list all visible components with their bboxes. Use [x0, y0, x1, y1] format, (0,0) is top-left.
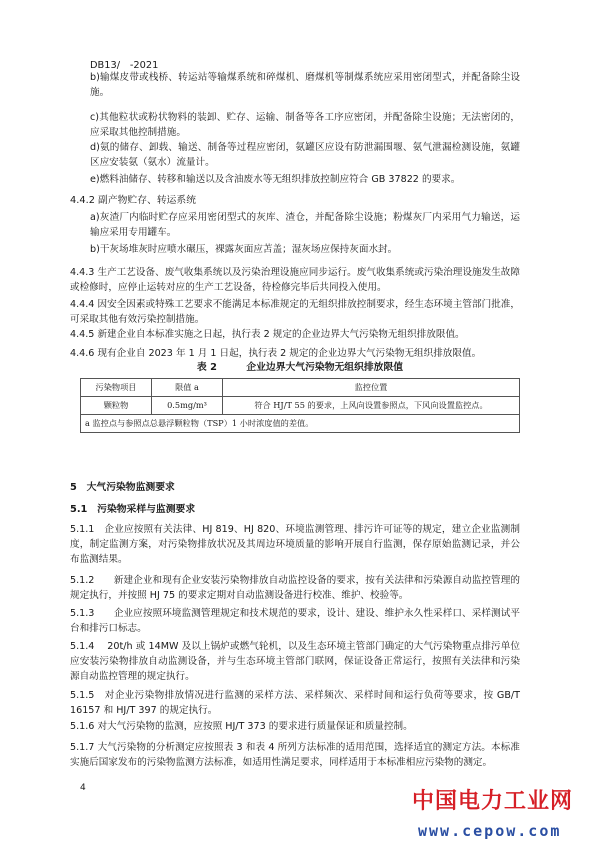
heading-5-1: 5.1 污染物采样与监测要求 — [70, 504, 196, 515]
paragraph-5-1-6: 5.1.6 对大气污染物的监测，应按照 HJ/T 373 的要求进行质量保证和质量控制。 — [70, 721, 413, 732]
paragraph-a-ash-storage: a)灰渣厂内临时贮存应采用密闭型式的灰库、渣仓，并配备除尘设施；粉煤灰厂内采用气力输送，运输应采用专用罐车。 — [90, 212, 520, 238]
paragraph-5-1-1: 5.1.1 企业应按照有关法律、HJ 819、HJ 820、环境监测管理、排污许可证等的规定，建立企业监测制度，制定监测方案，对污染物排放状况及其周边环境质量的影响开展自行监测，保存原始监测记录，并公布监测结果。 — [70, 524, 520, 565]
paragraph-b-coal-conveying: b)输煤皮带或栈桥、转运站等输煤系统和碎煤机、磨煤机等制煤系统应采用密闭型式，并配备除尘设施。 — [90, 72, 520, 98]
paragraph-4-4-4: 4.4.4 因安全因素或特殊工艺要求不能满足本标准规定的无组织排放控制要求，经生态环境主管部门批准，可采取其他有效污染控制措施。 — [70, 299, 520, 325]
paragraph-5-1-2: 5.1.2 新建企业和现有企业安装污染物排放自动监控设备的要求，按有关法律和污染源自动监控管理的规定执行，并按照 HJ 75 的要求定期对自动监测设备进行校准、维护、校验等。 — [70, 575, 520, 601]
page-number: 4 — [80, 783, 86, 793]
cell-monitoring-location: 符合 HJ/T 55 的要求，上风向设置参照点，下风向设置监控点。 — [223, 397, 520, 415]
emission-limits-table — [80, 378, 520, 433]
paragraph-5-1-5: 5.1.5 对企业污染物排放情况进行监测的采样方法、采样频次、采样时间和运行负荷等要求，按 GB/T 16157 和 HJ/T 397 的规定执行。 — [70, 690, 520, 716]
table-note-row — [81, 415, 520, 433]
document-code: DB13/ -2021 — [90, 60, 159, 71]
paragraph-5-1-3: 5.1.3 企业应按照环境监测管理规定和技术规范的要求，设计、建设、维护永久性采样口、采样测试平台和排污口标志。 — [70, 608, 520, 634]
table-header-row — [81, 379, 520, 397]
table-2-title: 表 2 企业边界大气污染物无组织排放限值 — [196, 362, 404, 373]
table-row — [81, 397, 520, 415]
col-header-limit: 限值 a — [152, 379, 223, 397]
table-footnote: a 监控点与参照点总悬浮颗粒物（TSP）1 小时浓度值的差值。 — [81, 415, 520, 433]
paragraph-4-4-3: 4.4.3 生产工艺设备、废气收集系统以及污染治理设施应同步运行。废气收集系统或污染治理设施发生故障或检修时，应停止运转对应的生产工艺设备，待检修完毕后共同投入使用。 — [70, 267, 520, 293]
paragraph-5-1-7: 5.1.7 大气污染物的分析测定应按照表 3 和表 4 所列方法标准的适用范围，选择适宜的测定方法。本标准实施后国家发布的污染物监测方法标准，如适用性满足要求，同样适用于本标准相应污染物的测定。 — [70, 742, 520, 768]
heading-section-5: 5 大气污染物监测要求 — [70, 482, 175, 493]
cell-limit: 0.5mg/m³ — [152, 397, 223, 415]
cell-pollutant: 颗粒物 — [81, 397, 152, 415]
watermark-site-name: 中国电力工业网 — [412, 789, 574, 814]
watermark-url: www.cepow.com — [418, 822, 562, 840]
paragraph-e-fuel-oil: e)燃料油储存、转移和输送以及含油废水等无组织排放控制应符合 GB 37822 的要求。 — [90, 174, 461, 185]
paragraph-4-4-6: 4.4.6 现有企业自 2023 年 1 月 1 日起，执行表 2 规定的企业边界大气污染物无组织排放限值。 — [70, 348, 482, 359]
paragraph-b-ash-yard: b)干灰场堆灰时应喷水碾压，裸露灰面应苫盖；湿灰场应保持灰面水封。 — [90, 244, 398, 255]
paragraph-c-granular-materials: c)其他粒状或粉状物料的装卸、贮存、运输、制备等各工序应密闭，并配备除尘设施；无法密闭的，应采取其他控制措施。 — [90, 112, 520, 138]
col-header-monitoring-location: 监控位置 — [223, 379, 520, 397]
paragraph-4-4-5: 4.4.5 新建企业自本标准实施之日起，执行表 2 规定的企业边界大气污染物无组织排放限值。 — [70, 329, 465, 340]
col-header-pollutant: 污染物项目 — [81, 379, 152, 397]
paragraph-5-1-4: 5.1.4 20t/h 或 14MW 及以上锅炉或燃气轮机，以及生态环境主管部门确定的大气污染物重点排污单位应安装污染物排放自动监测设备，并与生态环境主管部门联网，保证设备正常运行，按照有关法律和污染源自动监控管理的规定执行。 — [70, 641, 520, 682]
paragraph-d-ammonia: d)氨的储存、卸载、输送、制备等过程应密闭，氨罐区应设有防泄漏围堰、氨气泄漏检测设施，氨罐区应安装氨（氨水）流量计。 — [90, 142, 520, 168]
heading-4-4-2: 4.4.2 副产物贮存、转运系统 — [70, 195, 197, 206]
